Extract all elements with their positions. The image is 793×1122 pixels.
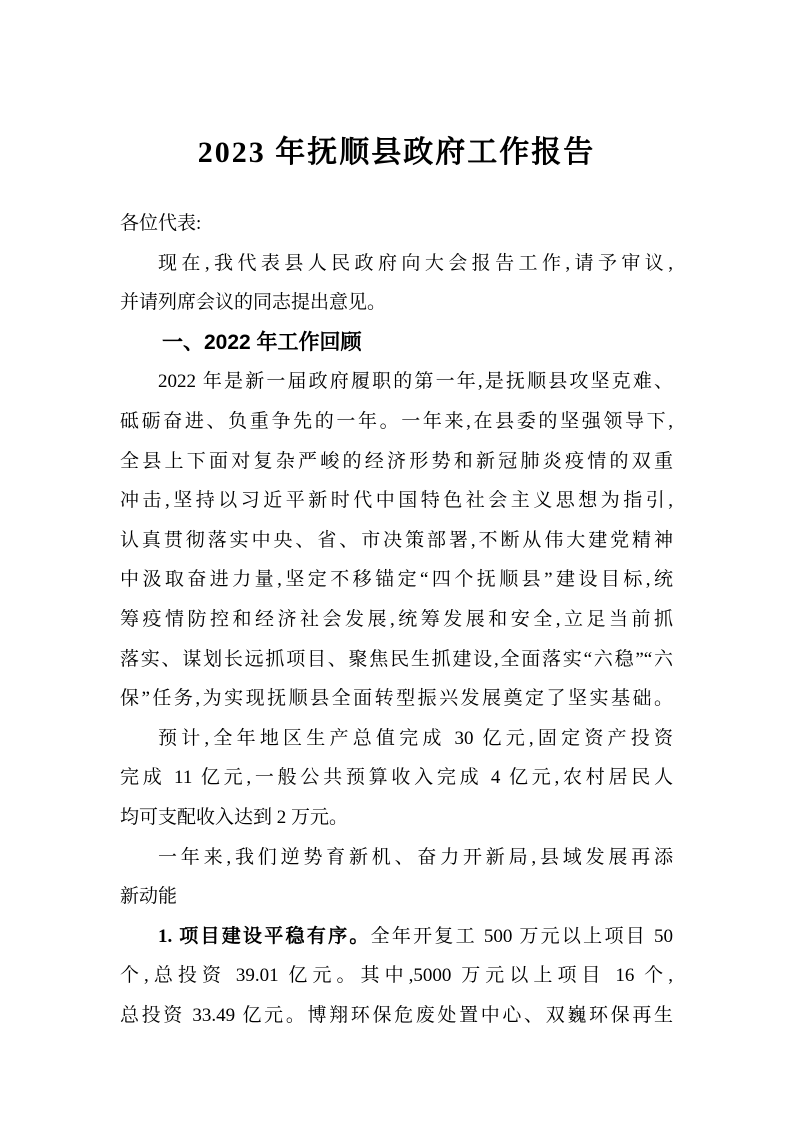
text-line: 砥砺奋进、负重争先的一年。一年来,在县委的坚强领导下,	[120, 410, 673, 432]
text-line: 落实、谋划长远抓项目、聚焦民生抓建设,全面落实“六稳”“六	[120, 648, 673, 670]
text-line: 全县上下面对复杂严峻的经济形势和新冠肺炎疫情的双重	[120, 450, 673, 472]
text-line: 2022 年是新一届政府履职的第一年,是抚顺县攻坚克难、	[158, 371, 673, 393]
economic-indicators-paragraph	[120, 719, 673, 838]
text-line: 冲击,坚持以习近平新时代中国特色社会主义思想为指引,	[120, 490, 673, 512]
document-title: 2023 年抚顺县政府工作报告	[197, 136, 596, 169]
text-line: 新动能	[120, 886, 178, 908]
text-line: 现在,我代表县人民政府向大会报告工作,请予审议,	[158, 252, 673, 274]
project-construction-paragraph	[120, 917, 673, 1036]
text-line: 保”任务,为实现抚顺县全面转型振兴发展奠定了坚实基础。	[120, 688, 673, 710]
text-line: 一、2022 年工作回顾	[162, 330, 362, 354]
opening-paragraph	[120, 244, 673, 323]
paragraph-lead-bold: 1. 项目建设平稳有序。	[158, 925, 371, 947]
text-line: 并请列席会议的同志提出意见。	[120, 292, 387, 314]
document-body	[120, 204, 673, 1035]
text-line: 筹疫情防控和经济社会发展,统筹发展和安全,立足当前抓	[120, 608, 673, 630]
text-line: 各位代表:	[120, 213, 202, 234]
section-heading-2022-review	[120, 323, 673, 363]
text-line: 一年来,我们逆势育新机、奋力开新局,县域发展再添	[158, 846, 673, 868]
text-line: 认真贯彻落实中央、省、市决策部署,不断从伟大建党精神	[120, 529, 673, 551]
paragraph-text: 全年开复工 500 万元以上项目 50	[370, 925, 673, 947]
text-line	[120, 917, 673, 957]
text-line: 总投资 33.49 亿元。博翔环保危废处置中心、双巍环保再生	[120, 1004, 673, 1026]
text-line: 预计,全年地区生产总值完成 30 亿元,固定资产投资	[158, 727, 673, 749]
text-line: 个,总投资 39.01 亿元。其中,5000 万元以上项目 16 个,	[120, 965, 673, 987]
text-line: 完成 11 亿元,一般公共预算收入完成 4 亿元,农村居民人	[120, 767, 673, 789]
salutation	[120, 204, 673, 244]
text-line: 均可支配收入达到 2 万元。	[120, 806, 349, 828]
text-line: 中汲取奋进力量,坚定不移锚定“四个抚顺县”建设目标,统	[120, 569, 673, 591]
review-overview-paragraph	[120, 362, 673, 718]
new-momentum-paragraph	[120, 838, 673, 917]
